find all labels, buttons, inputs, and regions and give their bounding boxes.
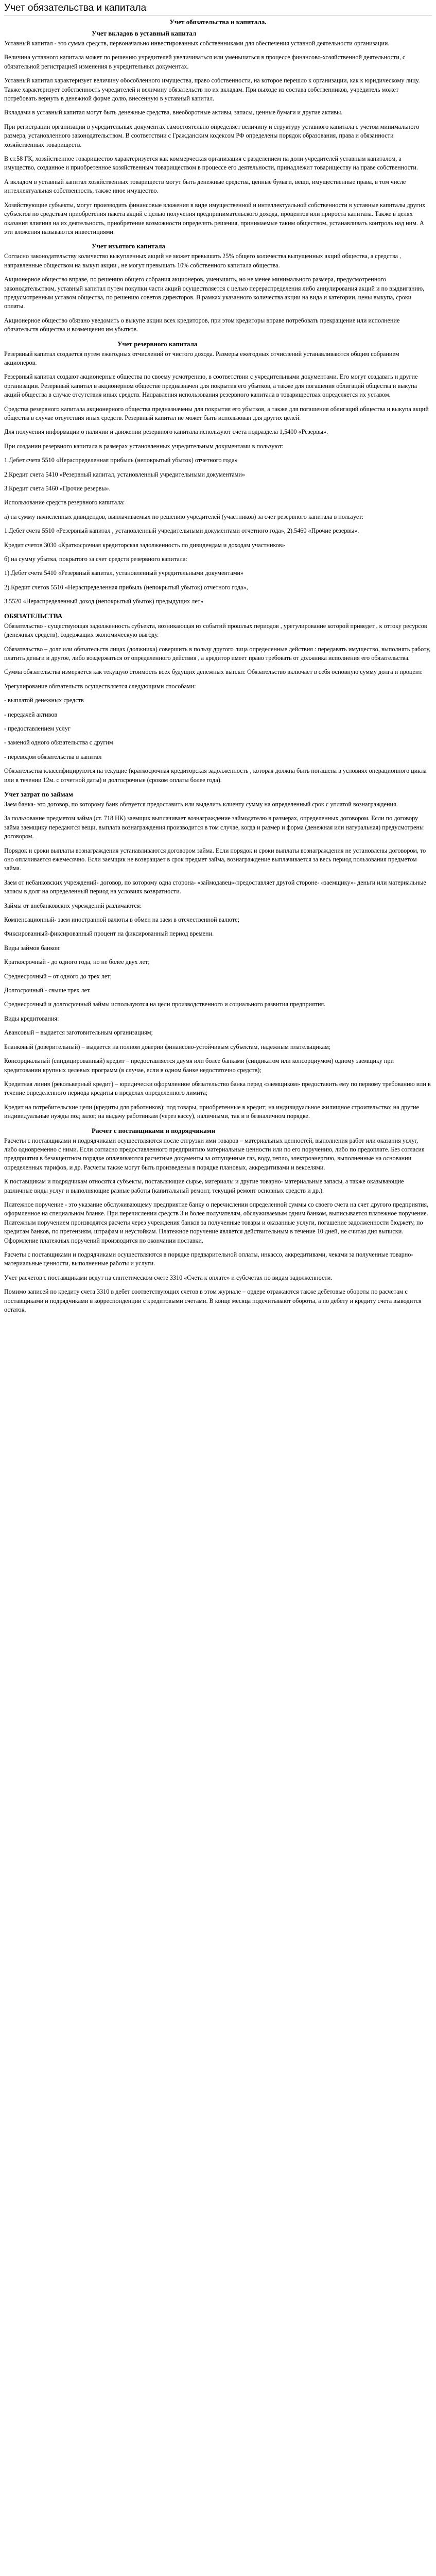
paragraph: Уставный капитал - это сумма средств, первоначально инвестированных собственниками для обеспечения уставной деятельности организации. — [4, 40, 390, 47]
paragraph: Величина уставного капитала может по решению учредителей увеличиваться или уменьшаться в процессе финансово-хозяйственной деятельности, с обязательной регистрацией изменения в учредительных документах. — [4, 54, 406, 70]
paragraph: 3.5520 «Нераспределенный доход (непокрытый убыток) предыдущих лет» — [4, 598, 204, 605]
paragraph: - выплатой денежных средств — [4, 697, 84, 704]
paragraph: Урегулирование обязательств осуществляется следующими способами: — [4, 682, 196, 690]
paragraph: Согласно законодательству количество выкупленных акций не может превышать 25% общего количества выпущенных акций общества, а средства , направленные обществом на выкуп акции , не могут превышать 10% собственного капитала общества. — [4, 252, 402, 269]
paragraph: К поставщикам и подрядчикам относятся субъекты, поставляющие сырье, материалы и другие товарно- материальные запасы, а также оказывающие различные виды услуг и выполняющие разные работы (капитальный ремонт, текущий ремонт основных средств и др.). — [4, 1178, 404, 1194]
paragraph: Вкладами в уставный капитал могут быть денежные средства, внеоборотные активы, запасы, ценные бумаги и другие активы. — [4, 109, 343, 116]
paragraph: Фиксированный-фиксированный процент на фиксированный период времени. — [4, 930, 214, 938]
paragraph: Использование средств резервного капитала: — [4, 499, 125, 506]
paragraph: При создании резервного капитала в размерах установленных учредительным документами в пользуют: — [4, 442, 284, 450]
paragraph: 2.Кредит счета 5410 «Резервный капитал, установленный учредительными документами» — [4, 470, 245, 478]
paragraph: Резервный капитал создают акционерные общества по своему усмотрению, в соответствии с учредительными документами. Его могут создавать и другие организации. Резервный капитал в акционерном обществе предназначен для покрытия его убытков, а также для погашения облигаций общества и выкупа акций общества в случае отсутствия иных средств. Направления использования резервного капитала в товариществах определяется их уставом. — [4, 373, 418, 399]
paragraph: - предоставлением услуг — [4, 724, 71, 732]
section-title-s2: Учет изъятого капитала — [92, 242, 165, 250]
paragraph: Уставный капитал характеризует величину обособленного имущества, право собственности, на которое перешло к организации, как к юридическому лицу. Также характеризует собственность учредителей и величину обязательств по их вкладам. При выходе из состава собственников, учредитель может потребовать вернуть в денежной форме долю, внесенную в уставный капитал. — [4, 77, 420, 103]
paragraph: Расчеты с поставщиками и подрядчиками осуществляются после отгрузки ими товаров – материальных ценностей, выполнения работ или оказания услуг, либо одновременно с ними. Если согласно предоставленного предприятию материальные ценности или по его поручению, либо по предоплате. Без согласия предприятия в безакцептном порядке оплачиваются расчетные документы за отпущенные газ, воду, тепло, электроэнергию, выполненные на основании определенных тарифов, и др. Расчеты также могут быть произведены в порядке плановых, аккредитивами и векселями. — [4, 1137, 425, 1171]
paragraph: Акционерное общество обязано уведомить о выкупе акции всех кредиторов, при этом кредиторы вправе потребовать прекращение или исполнение обязательств общества и возмещения им убытков. — [4, 316, 400, 333]
paragraph: Средства резервного капитала акционерного общества предназначены для покрытия его убытков, а также для погашения облигаций общества и выкупа акций общества в случае отсутствия иных средств. Резервный капитал не может быть использован для других целей. — [4, 405, 429, 421]
section-title-s3: Учет резервного капитала — [117, 340, 198, 348]
paragraph: Обязательства классифицируются на текущие (краткосрочная кредиторская задолженность , которая должна быть погашена в условиях операционного цикла или в течении 12м. с отчетной даты) и долгосрочные (сроком оплаты более года). — [4, 767, 427, 784]
paragraph: 1.Дебет счета 5510 «Резервный капитал , установленный учредительными документами отчетного года», 2).5460 «Прочие резервы». — [4, 527, 359, 535]
paragraph: - переводом обязательства в капитал — [4, 753, 102, 760]
paragraph: Заем банка- это договор, по которому банк обязуется предоставить или выделить клиенту сумму на определенный срок с уплатой вознаграждения. — [4, 800, 398, 808]
paragraph: Бланковый (доверительный) – выдается на полном доверии финансово-устойчивым субъектам, надежным плательщикам; — [4, 1043, 331, 1050]
paragraph: Заем от небанковских учреждений- договор, по которому одна сторона- «займодавец»-предоставляет другой стороне- «заемщику»- деньги или материальные запасы в долг на определенный период на условиях возвратности. — [4, 878, 426, 895]
paragraph: В ст.58 ГК, хозяйственное товарищество характеризуется как коммерческая организация с разделением на доли учредителей уставным капиталом, а имущество, созданное и приобретенное хозяйственным товариществом в процессе его деятельности, принадлежит товариществу на праве собственности. — [4, 155, 418, 172]
paragraph: Авансовый – выдается заготовительным организациям; — [4, 1029, 153, 1037]
paragraph: Консорциальный (синдицированный) кредит – предоставляется двумя или более банками (синдикатом или консорциумом) одному заемщику при кредитовании крупных целевых программ (в случае, если в одном банке недостаточно средств); — [4, 1057, 394, 1074]
paragraph: Компенсационный- заем иностранной валюты в обмен на заем в отечественной валюте; — [4, 916, 239, 924]
paragraph: Помимо записей по кредиту счета 3310 в дебет соответствующих счетов в этом журнале – ордере отражаются также дебетовые обороты по расчетам с поставщиками и подрядчиками в корреспонденции с кредитовыми счетами. В конце месяца подсчитывают обороты, а по дебету и кредиту счета выводится остаток. — [4, 1288, 422, 1314]
paragraph: Для получения информации о наличии и движении резервного капитала используют счета подраздела 1,5400 «Резервы». — [4, 428, 328, 436]
section-title-s6: Расчет с поставщиками и подрядчиками — [92, 1126, 216, 1134]
paragraph: - передачей активов — [4, 710, 58, 718]
paragraph: Сумма обязательства измеряется как текущую стоимость всех будущих денежных выплат. Обязательство включает в себя основную сумму долга и процент. — [4, 668, 423, 676]
paragraph: Кредит счетов 3030 «Краткосрочная кредиторская задолженность по дивидендам и доходам участников» — [4, 541, 285, 549]
paragraph: При регистрации организации в учредительных документах самостоятельно определяет величину и структуру уставного капитала с учетом минимального размера, установленного законодательством. В соответствии с Гражданским кодексом РФ определены порядок образования, права и обязанности хозяйственных товариществ. — [4, 123, 420, 148]
paragraph: Акционерное общество вправе, по решению общего собрания акционеров, уменьшить, но не менее минимального размера, предусмотренного законодательством, уставный капитал путем покупки части акций осуществляется с целью перераспределения либо аннулирования акций и по выдвиганию, предусмотренным уставом общества, по решению советов директоров. В рамках указанного количества акции на вида и категории, цены выкупа, сроки оплаты. — [4, 276, 425, 310]
paragraph: Порядок и сроки выплаты вознаграждения устанавливаются договором займа. Если порядок и сроки выплаты вознаграждения не установлены договором, то оно оплачивается ежемесячно. Если заемщик не возвращает в срок предмет займа, вознаграждение выплачивается за весь период пользования предметом займа. — [4, 846, 426, 872]
document-page — [0, 3, 436, 1314]
section-title-s5: Учет затрат по займам — [4, 790, 73, 798]
paragraph: Кредит на потребительские цели (кредиты для работников): под товары, приобретенные в кредит; на индивидуальное жилищное строительство; на другие индивидуальные нужды под залог, на выдачу работникам (через кассу), наличными, так и в безналичном порядке. — [4, 1103, 419, 1120]
paragraph: Среднесрочный и долгосрочный займы используются на цели производственного и социального развития предприятия. — [4, 1001, 326, 1008]
section-title-s1: Учет вкладов в уставный капитал — [92, 29, 197, 37]
paragraph: а) на сумму начисленных дивидендов, выплачиваемых по решению учредителей (участников) за счет резервного капитала в пользует: — [4, 513, 364, 520]
document-title: Учет обязательства и капитала — [4, 3, 432, 15]
paragraph: Обязательство - существующая задолженность субъекта, возникающая из событий прошлых периодов , урегулирование которой приведет , к оттоку ресурсов (денежных средств), содержащих экономическую выгоду. — [4, 622, 427, 639]
paragraph: Кредитная линия (револьверный кредит) – юридически оформленное обязательство банка перед «заемщиком» предоставить ему по первому требованию или в течение определенного периода кредиты в пределах определенного лимита; — [4, 1080, 431, 1097]
paragraph: 3.Кредит счета 5460 «Прочие резервы». — [4, 485, 111, 493]
paragraph: Краткосрочный - до одного года, но не более двух лет; — [4, 958, 150, 966]
document-header: Учет обязательства и капитала. — [169, 18, 267, 26]
paragraph: - заменой одного обязательства с другим — [4, 739, 113, 747]
paragraph: Учет расчетов с поставщиками ведут на синтетическом счете 3310 «Счета к оплате» и субсчетах по видам задолженности. — [4, 1274, 333, 1281]
paragraph: Виды кредитования: — [4, 1014, 59, 1022]
sections-container — [4, 29, 432, 1314]
paragraph: Расчеты с поставщиками и подрядчиками осуществляются в порядке предварительной оплаты, инкассо, аккредитивами, чеками за полученные товарно- материальные ценности, выполненные работы и услуги. — [4, 1251, 413, 1267]
paragraph: 1.Дебет счета 5510 «Нераспределенная прибыль (непокрытый убыток) отчетного года» — [4, 456, 238, 464]
paragraph: б) на сумму убытка, покрытого за счет средств резервного капитала: — [4, 555, 187, 563]
paragraph: Долгосрочный - свыше трех лет. — [4, 987, 91, 994]
paragraph: Платежное поручение - это указание обслуживающему предприятие банку о перечислении определенной суммы со своего счета на счет другого предприятия, оформленное на специальном бланке. При перечислении средств 3 и более получателям, обслуживаемым одним банком, выписывается платежное поручение. Платежным поручением производятся расчеты через учреждения банков за полученные товары и оказанные услуги, погашение задолженности бюджету, по кредитам банков, по претензиям, штрафам и неустойкам. Платежное поручение является действительным в течение 10 дней, не считая дня выписки. Оформление платежных поручений производится по окончании поставки. — [4, 1200, 429, 1244]
paragraph: За пользование предметом займа (ст. 718 НК) заемщик выплачивает вознаграждение займодателю в размерах, определенных договором. Если по договору займа заемщику передаются вещи, выплата вознаграждения производится в том случае, когда и размер и форма (денежная или натуральная) предусмотрены договором. — [4, 815, 424, 840]
paragraph: Виды займов банков: — [4, 944, 61, 952]
section-title-s4: ОБЯЗАТЕЛЬСТВА — [4, 612, 63, 620]
paragraph: Хозяйствующие субъекты, могут производить финансовые вложения в виде имущественной и интеллектуальной собственности в уставные капиталы других субъектов по средствам приобретения пакета акций с целью получения предпринимательского дохода, процентов или прироста капитала. Также в целях оказания влияния на их деятельность, приобретение возможности определять решения, принимаемые таким обществом, устанавливать контроль над ним. А эти вложения называются инвестициями. — [4, 201, 426, 235]
paragraph: Обязательство – долг или обязательств лицах (должника) совершить в пользу другого лица определенные действия : передавать имущество, выполнять работу, платить деньги и другое, либо воздержаться от определенного действия , а кредитор имеет право требовать от должника исполнения его обязательства. — [4, 645, 431, 662]
paragraph: Среднесрочный – от одного до трех лет; — [4, 972, 112, 980]
paragraph: Резервный капитал создается путем ежегодных отчислений от чистого дохода. Размеры ежегодных отчислений устанавливаются общим собранием акционеров. — [4, 350, 399, 366]
paragraph: Займы от внебанковских учреждений различаются: — [4, 902, 142, 909]
paragraph: 2).Кредит счетов 5510 «Нераспределенная прибыль (непокрытый убыток) отчетного года», — [4, 583, 248, 591]
paragraph: 1).Дебет счета 5410 «Резервный капитал, установленный учредительными документами» — [4, 569, 244, 577]
paragraph: А вкладом в уставный капитал хозяйственных товариществ могут быть денежные средства, ценные бумаги, вещи, имущественные права, в том числе интеллектуальная собственность, также иное имущество. — [4, 178, 406, 195]
